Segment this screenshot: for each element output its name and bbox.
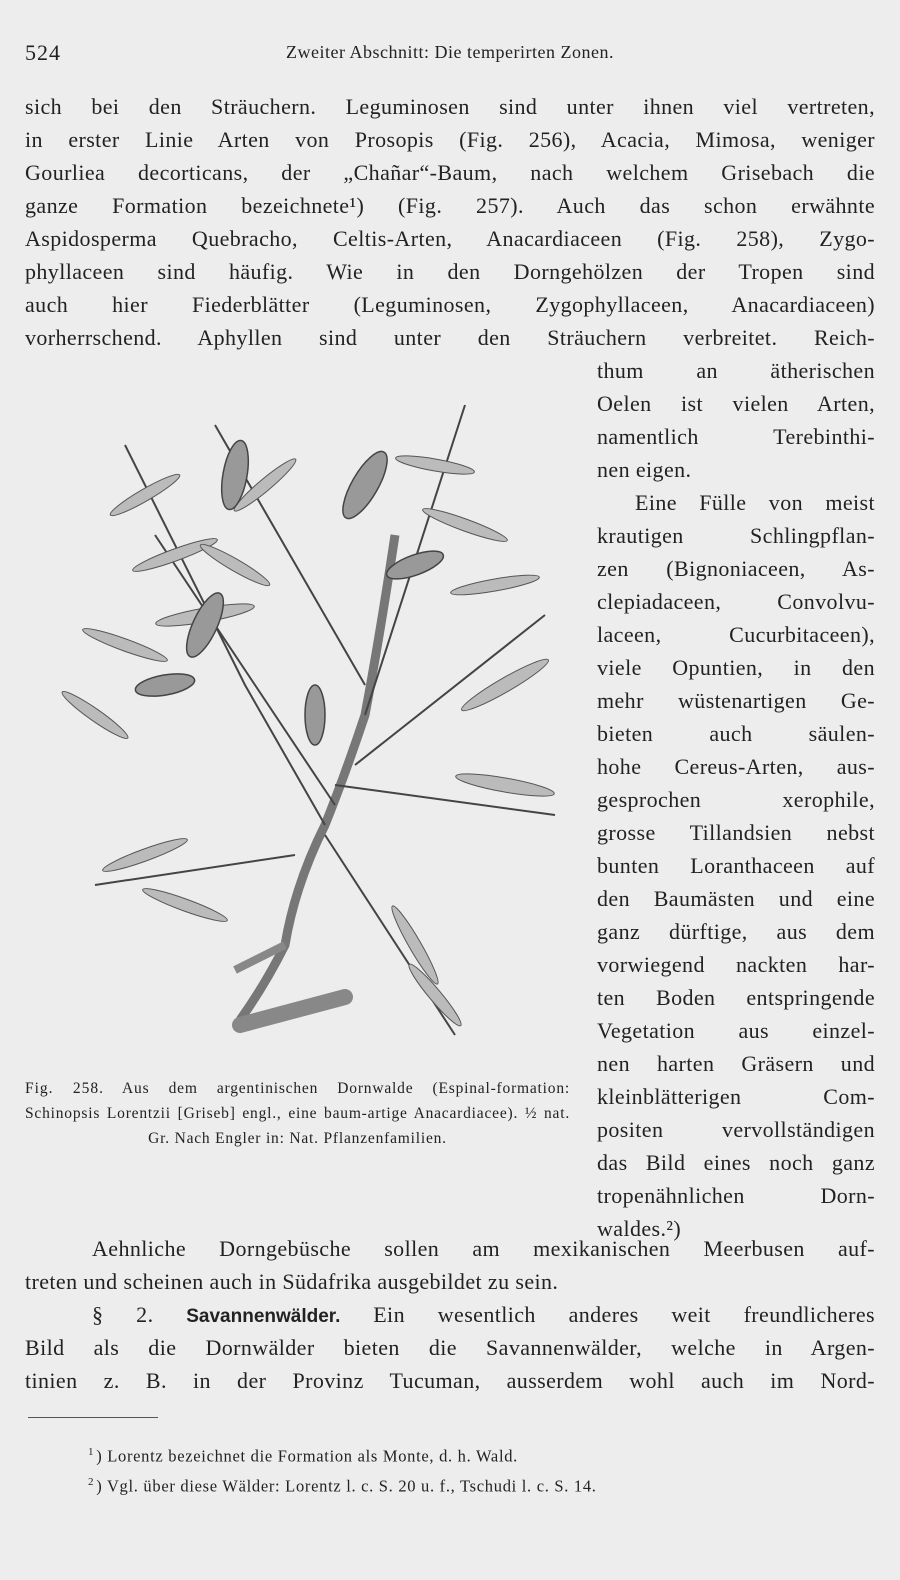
page-header	[25, 40, 875, 70]
section-marker: § 2.	[92, 1302, 154, 1327]
footnote-text: Lorentz bezeichnet die Formation als Monte, d. h. Wald.	[107, 1446, 518, 1466]
column-line: waldes.²)	[597, 1216, 682, 1241]
column-line: positen vervollständigen	[597, 1117, 875, 1142]
body-line: tinien z. B. in der Provinz Tucuman, ausserdem wohl auch im Nord-	[25, 1368, 875, 1393]
body-line: phyllaceen sind häufig. Wie in den Dorngehölzen der Tropen sind	[25, 259, 875, 284]
column-line: laceen, Cucurbitaceen),	[597, 622, 875, 647]
column-line: vorwiegend nackten har-	[597, 952, 875, 977]
column-line: gesprochen xerophile,	[597, 787, 875, 812]
section-first-line: Ein wesentlich anderes weit freundlicheres	[373, 1302, 876, 1327]
page-number: 524	[25, 40, 61, 65]
column-line: thum an ätherischen	[597, 358, 875, 383]
column-line: viele Opuntien, in den	[597, 655, 875, 680]
column-line: tropenähnlichen Dorn-	[597, 1183, 875, 1208]
column-line: mehr wüstenartigen Ge-	[597, 688, 875, 713]
section-heading-line	[92, 1300, 875, 1332]
column-line: ten Boden entspringende	[597, 985, 875, 1010]
column-line: zen (Bignoniaceen, As-	[597, 556, 875, 581]
footnote: $^1$ ) Lorentz bezeichnet die Formation als Monte, d. h. Wald.	[88, 1446, 518, 1466]
body-line: ganze Formation bezeichnete¹) (Fig. 257). Auch das schon erwähnte	[25, 193, 875, 218]
column-line: Vegetation aus einzel-	[597, 1018, 875, 1043]
column-line: grosse Tillandsien nebst	[597, 820, 875, 845]
column-line: kleinblätterigen Com-	[597, 1084, 875, 1109]
figure-caption-text: Aus dem argentinischen Dornwalde (Espinal-formation: Schinopsis Lorentzii [Griseb] engl., eine baum-artige Anacardiacee). ½ nat. Gr. Nach Engler in: Nat. Pflanzenfamilien.	[25, 1080, 570, 1147]
footnote-text: Vgl. über diese Wälder: Lorentz l. c. S. 20 u. f., Tschudi l. c. S. 14.	[106, 1476, 597, 1496]
footnote: $^2$ ) Vgl. über diese Wälder: Lorentz l. c. S. 20 u. f., Tschudi l. c. S. 14.	[88, 1476, 597, 1496]
column-line: bieten auch säulen-	[597, 721, 875, 746]
column-line: Oelen ist vielen Arten,	[597, 391, 875, 416]
body-line: Bild als die Dornwälder bieten die Savannenwälder, welche in Argen-	[25, 1335, 875, 1360]
column-line: Eine Fülle von meist	[635, 490, 875, 515]
column-line: den Baumästen und eine	[597, 886, 875, 911]
column-line: namentlich Terebinthi-	[597, 424, 875, 449]
seed-pods-icon	[134, 438, 447, 745]
column-line: das Bild eines noch ganz	[597, 1150, 875, 1175]
footnote-mark: 1	[88, 1446, 95, 1458]
figure-illustration	[35, 385, 565, 1065]
body-line: Gourliea decorticans, der „Chañar“-Baum, nach welchem Grisebach die	[25, 160, 875, 185]
column-line: nen eigen.	[597, 457, 692, 482]
body-line: vorherrschend. Aphyllen sind unter den Sträuchern verbreitet. Reich-	[25, 325, 875, 350]
body-line: in erster Linie Arten von Prosopis (Fig. 256), Acacia, Mimosa, weniger	[25, 127, 875, 152]
column-line: clepiadaceen, Convolvu-	[597, 589, 875, 614]
column-line: nen harten Gräsern und	[597, 1051, 875, 1076]
running-head: Zweiter Abschnitt: Die temperirten Zonen.	[286, 42, 614, 62]
section-title: Savannenwälder.	[186, 1306, 341, 1327]
body-line: treten und scheinen auch in Südafrika ausgebildet zu sein.	[25, 1269, 559, 1294]
column-line: bunten Loranthaceen auf	[597, 853, 875, 878]
footnote-mark: 2	[88, 1476, 95, 1488]
figure-caption	[25, 1076, 570, 1151]
body-line: sich bei den Sträuchern. Leguminosen sind unter ihnen viel vertreten,	[25, 94, 875, 119]
body-line: auch hier Fiederblätter (Leguminosen, Zygophyllaceen, Anacardiaceen)	[25, 292, 875, 317]
body-line: Aehnliche Dorngebüsche sollen am mexikanischen Meerbusen auf-	[92, 1236, 875, 1261]
figure-label: Fig. 258.	[25, 1080, 105, 1097]
body-line: Aspidosperma Quebracho, Celtis-Arten, Anacardiaceen (Fig. 258), Zygo-	[25, 226, 875, 251]
column-line: krautigen Schlingpflan-	[597, 523, 875, 548]
footnote-divider	[28, 1417, 158, 1418]
column-line: hohe Cereus-Arten, aus-	[597, 754, 875, 779]
leaflets-icon	[59, 452, 556, 1029]
column-line: ganz dürftige, aus dem	[597, 919, 875, 944]
